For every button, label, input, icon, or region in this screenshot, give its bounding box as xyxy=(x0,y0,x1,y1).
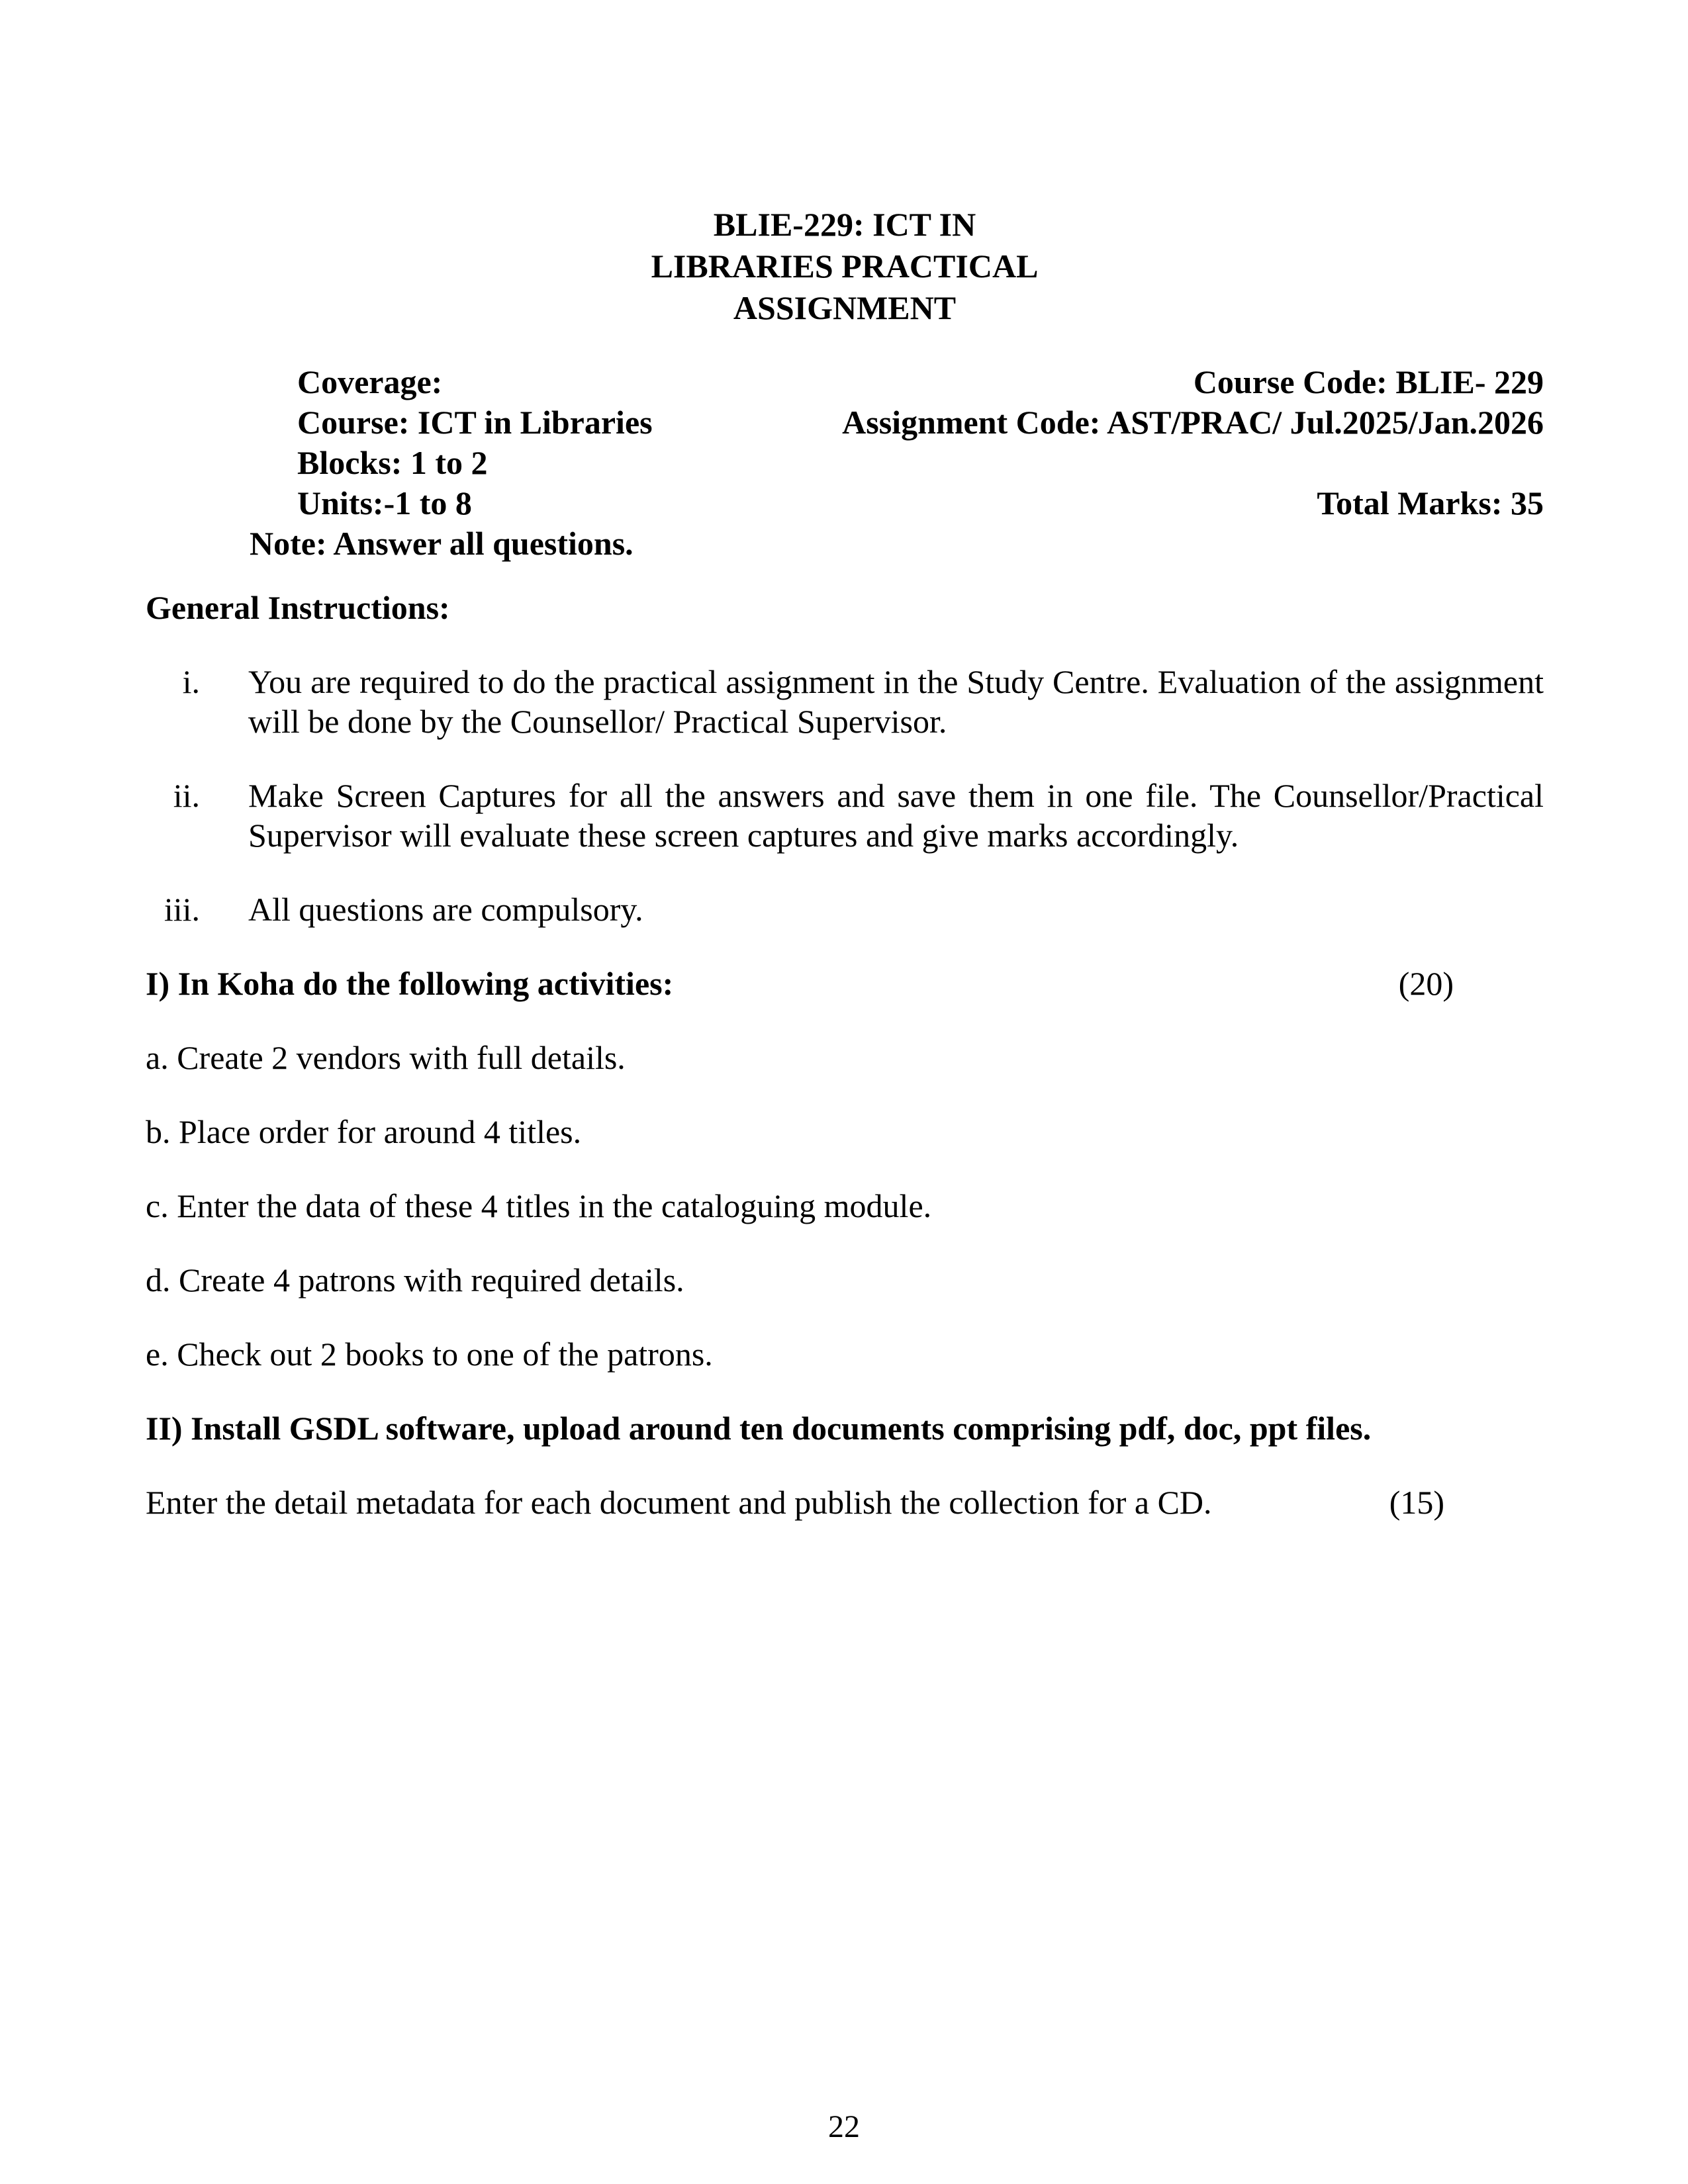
course-name: Course: ICT in Libraries xyxy=(297,404,653,441)
general-instructions-list xyxy=(146,662,1544,929)
header-row-blocks xyxy=(146,443,1544,483)
units-range: Units:-1 to 8 xyxy=(297,484,472,522)
section-2-marks: (15) xyxy=(1389,1484,1444,1521)
blocks-range: Blocks: 1 to 2 xyxy=(297,444,488,481)
section-2-body: Enter the detail metadata for each document and publish the collection for a CD. xyxy=(146,1484,1212,1521)
section-1-heading: I) In Koha do the following activities: xyxy=(146,965,674,1002)
header-row-coverage xyxy=(146,362,1544,402)
assignment-code: Assignment Code: AST/PRAC/ Jul.2025/Jan.2026 xyxy=(842,404,1544,441)
section-2-heading: II) Install GSDL software, upload around ten documents comprising pdf, doc, ppt files. xyxy=(146,1410,1372,1447)
section-1-marks: (20) xyxy=(1398,965,1454,1002)
header-row-note xyxy=(146,523,1544,564)
list-item-i-number: i. xyxy=(182,663,200,700)
document-title-line-3: ASSIGNMENT xyxy=(733,289,957,326)
list-item-iii-number: iii. xyxy=(164,891,200,928)
list-item-ii xyxy=(146,776,1544,855)
document-title-line-1: BLIE-229: ICT IN xyxy=(713,206,976,243)
section-2-heading-row xyxy=(146,1408,1544,1448)
section-1-item-c: c. Enter the data of these 4 titles in the cataloguing module. xyxy=(146,1187,932,1224)
general-instructions-heading: General Instructions: xyxy=(146,589,450,626)
list-item-ii-text: Make Screen Captures for all the answers and save them in one file. The Counsellor/Practical Supervisor will evaluate these screen captures and give marks accordingly. xyxy=(248,777,1544,854)
course-code: Course Code: BLIE- 229 xyxy=(1193,363,1544,400)
total-marks: Total Marks: 35 xyxy=(1317,484,1544,522)
section-2-body-row xyxy=(146,1482,1544,1522)
list-item-ii-number: ii. xyxy=(173,777,200,814)
section-1-item-b: b. Place order for around 4 titles. xyxy=(146,1113,582,1150)
section-1-heading-row xyxy=(146,964,1544,1003)
course-header-block xyxy=(146,362,1544,564)
document-title xyxy=(146,204,1544,329)
section-1-item-d: d. Create 4 patrons with required details. xyxy=(146,1261,684,1298)
page-number: 22 xyxy=(828,2109,860,2144)
list-item-i-text: You are required to do the practical assignment in the Study Centre. Evaluation of the assignment will be done by the Counsellor/ Practical Supervisor. xyxy=(248,663,1544,740)
section-1-item-e: e. Check out 2 books to one of the patrons. xyxy=(146,1336,713,1373)
document-title-line-2: LIBRARIES PRACTICAL xyxy=(651,248,1039,285)
list-item-i xyxy=(146,662,1544,741)
header-row-course xyxy=(146,402,1544,443)
list-item-iii xyxy=(146,889,1544,929)
list-item-iii-text: All questions are compulsory. xyxy=(248,891,643,928)
coverage-label: Coverage: xyxy=(297,363,443,400)
section-1-item-a: a. Create 2 vendors with full details. xyxy=(146,1039,626,1076)
note-text: Note: Answer all questions. xyxy=(250,525,633,562)
header-row-units xyxy=(146,483,1544,523)
